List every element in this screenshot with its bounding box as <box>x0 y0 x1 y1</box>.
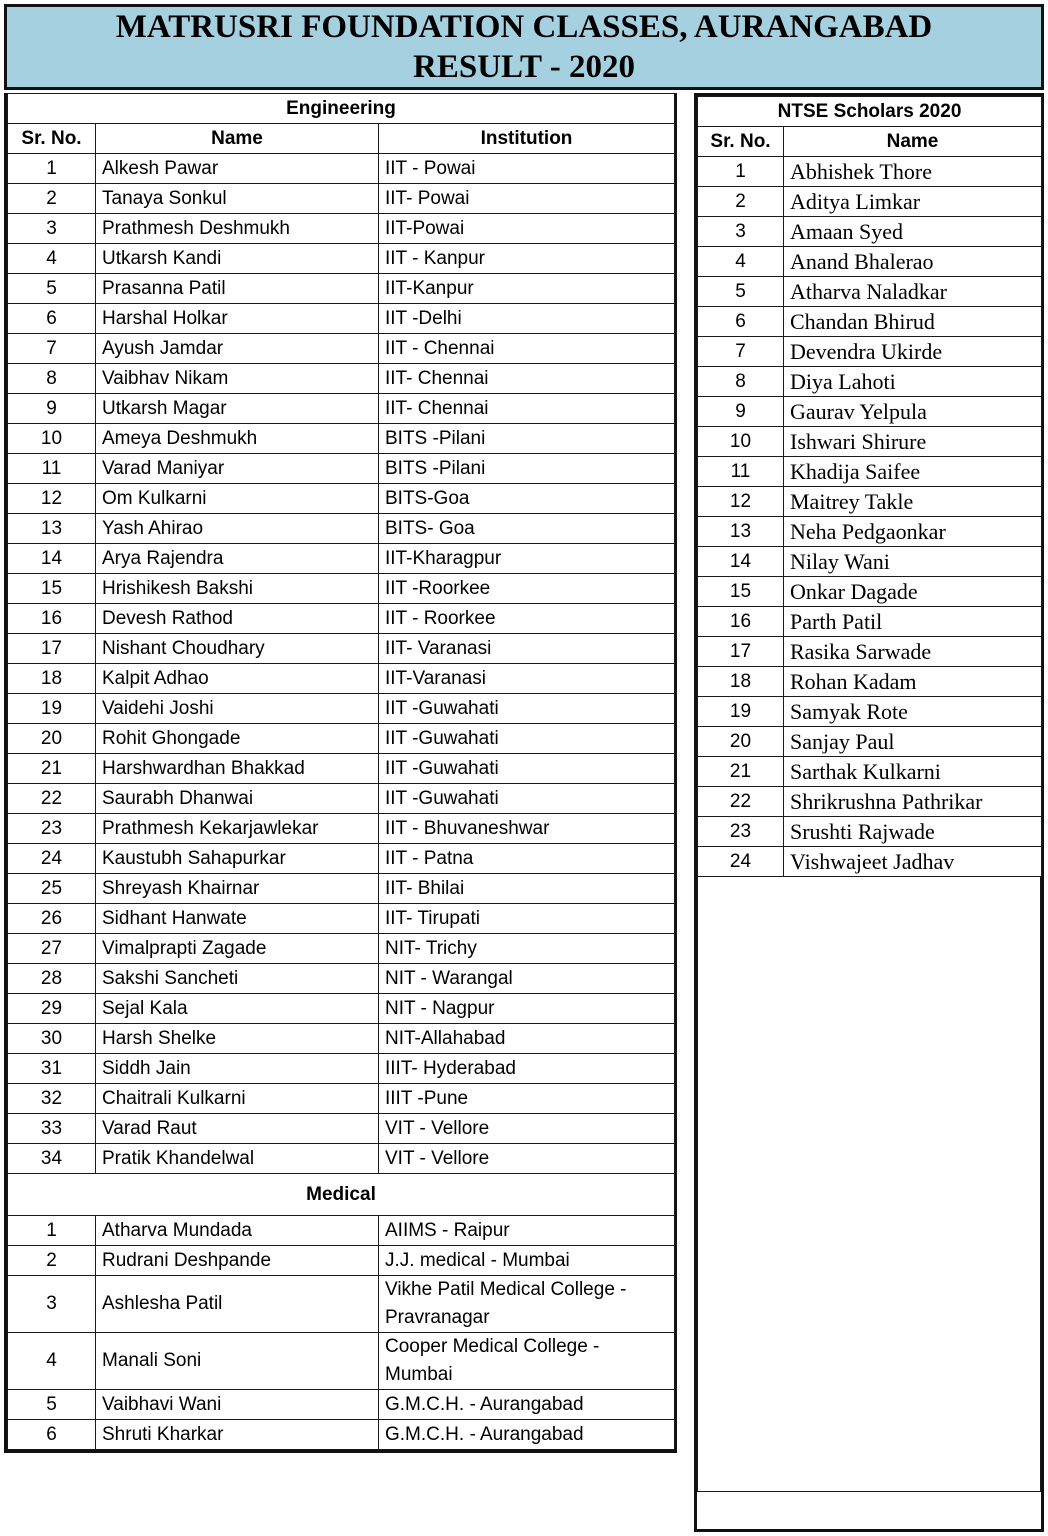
engineering-sr-no: 9 <box>8 394 96 424</box>
engineering-sr-no: 4 <box>8 244 96 274</box>
ntse-name: Nilay Wani <box>784 547 1042 577</box>
ntse-sr-no: 11 <box>698 457 784 487</box>
engineering-institution: IIT- Varanasi <box>379 634 675 664</box>
table-row <box>8 334 675 364</box>
medical-sr-no: 5 <box>8 1390 96 1420</box>
table-row <box>698 727 1042 757</box>
engineering-sr-no: 8 <box>8 364 96 394</box>
ntse-sr-no: 1 <box>698 157 784 187</box>
ntse-name: Khadija Saifee <box>784 457 1042 487</box>
page-title-line-2: RESULT - 2020 <box>413 49 635 85</box>
engineering-institution: NIT-Allahabad <box>379 1024 675 1054</box>
engineering-name: Ameya Deshmukh <box>96 424 379 454</box>
table-row <box>8 394 675 424</box>
table-row <box>8 214 675 244</box>
engineering-name: Kaustubh Sahapurkar <box>96 844 379 874</box>
table-row <box>698 787 1042 817</box>
table-row <box>698 217 1042 247</box>
table-row <box>8 664 675 694</box>
engineering-name: Kalpit Adhao <box>96 664 379 694</box>
ntse-section-header-row <box>698 97 1042 127</box>
engineering-column-header-0: Sr. No. <box>8 124 96 154</box>
ntse-section-label: NTSE Scholars 2020 <box>698 97 1042 127</box>
table-row <box>698 367 1042 397</box>
medical-institution: J.J. medical - Mumbai <box>379 1246 675 1276</box>
ntse-sr-no: 16 <box>698 607 784 637</box>
engineering-name: Chaitrali Kulkarni <box>96 1084 379 1114</box>
ntse-name: Devendra Ukirde <box>784 337 1042 367</box>
ntse-empty-area <box>697 877 1041 1492</box>
table-row <box>8 1390 675 1420</box>
engineering-institution: IIT- Bhilai <box>379 874 675 904</box>
table-row <box>8 994 675 1024</box>
engineering-name: Utkarsh Magar <box>96 394 379 424</box>
engineering-institution: BITS-Goa <box>379 484 675 514</box>
ntse-name: Anand Bhalerao <box>784 247 1042 277</box>
table-row <box>698 187 1042 217</box>
ntse-sr-no: 5 <box>698 277 784 307</box>
medical-name: Rudrani Deshpande <box>96 1246 379 1276</box>
engineering-sr-no: 5 <box>8 274 96 304</box>
engineering-institution: IIIT -Pune <box>379 1084 675 1114</box>
engineering-name: Alkesh Pawar <box>96 154 379 184</box>
engineering-name: Vimalprapti Zagade <box>96 934 379 964</box>
engineering-institution: NIT- Trichy <box>379 934 675 964</box>
table-row <box>8 784 675 814</box>
engineering-institution: BITS- Goa <box>379 514 675 544</box>
ntse-sr-no: 8 <box>698 367 784 397</box>
engineering-sr-no: 1 <box>8 154 96 184</box>
engineering-name: Harshal Holkar <box>96 304 379 334</box>
engineering-institution: IIT-Varanasi <box>379 664 675 694</box>
table-row <box>8 1144 675 1174</box>
table-row <box>698 697 1042 727</box>
medical-name: Ashlesha Patil <box>96 1276 379 1333</box>
engineering-institution: IIT -Guwahati <box>379 754 675 784</box>
engineering-sr-no: 27 <box>8 934 96 964</box>
medical-institution: G.M.C.H. - Aurangabad <box>379 1390 675 1420</box>
table-row <box>8 454 675 484</box>
engineering-name: Prathmesh Kekarjawlekar <box>96 814 379 844</box>
ntse-sr-no: 13 <box>698 517 784 547</box>
engineering-institution: IIT -Guwahati <box>379 694 675 724</box>
medical-section-header-row <box>8 1174 675 1216</box>
ntse-sr-no: 22 <box>698 787 784 817</box>
medical-sr-no: 4 <box>8 1333 96 1390</box>
table-row <box>8 934 675 964</box>
engineering-sr-no: 14 <box>8 544 96 574</box>
table-row <box>698 847 1042 877</box>
ntse-name: Vishwajeet Jadhav <box>784 847 1042 877</box>
medical-sr-no: 6 <box>8 1420 96 1450</box>
engineering-name: Vaidehi Joshi <box>96 694 379 724</box>
table-row <box>698 517 1042 547</box>
ntse-name: Srushti Rajwade <box>784 817 1042 847</box>
engineering-sr-no: 28 <box>8 964 96 994</box>
table-row <box>8 364 675 394</box>
engineering-sr-no: 26 <box>8 904 96 934</box>
engineering-name: Harshwardhan Bhakkad <box>96 754 379 784</box>
ntse-name: Sarthak Kulkarni <box>784 757 1042 787</box>
engineering-column-header-1: Name <box>96 124 379 154</box>
engineering-column-header-2: Institution <box>379 124 675 154</box>
table-row <box>8 1246 675 1276</box>
table-row <box>8 574 675 604</box>
engineering-institution: IIT-Kharagpur <box>379 544 675 574</box>
engineering-institution: IIT -Delhi <box>379 304 675 334</box>
engineering-institution: NIT - Warangal <box>379 964 675 994</box>
ntse-name: Aditya Limkar <box>784 187 1042 217</box>
medical-name: Manali Soni <box>96 1333 379 1390</box>
ntse-sr-no: 23 <box>698 817 784 847</box>
table-row <box>8 184 675 214</box>
ntse-column-header-1: Name <box>784 127 1042 157</box>
engineering-name: Prasanna Patil <box>96 274 379 304</box>
engineering-institution: IIT- Powai <box>379 184 675 214</box>
page-title-line-1: MATRUSRI FOUNDATION CLASSES, AURANGABAD <box>115 9 933 45</box>
ntse-sr-no: 15 <box>698 577 784 607</box>
medical-name: Vaibhavi Wani <box>96 1390 379 1420</box>
engineering-name: Sakshi Sancheti <box>96 964 379 994</box>
ntse-name: Amaan Syed <box>784 217 1042 247</box>
engineering-name: Om Kulkarni <box>96 484 379 514</box>
table-row <box>698 667 1042 697</box>
engineering-name: Varad Raut <box>96 1114 379 1144</box>
table-row <box>8 1084 675 1114</box>
engineering-institution: IIT - Bhuvaneshwar <box>379 814 675 844</box>
engineering-institution: VIT - Vellore <box>379 1144 675 1174</box>
engineering-sr-no: 19 <box>8 694 96 724</box>
table-row <box>8 154 675 184</box>
engineering-sr-no: 15 <box>8 574 96 604</box>
table-row <box>698 607 1042 637</box>
ntse-name: Maitrey Takle <box>784 487 1042 517</box>
ntse-name: Gaurav Yelpula <box>784 397 1042 427</box>
medical-name: Atharva Mundada <box>96 1216 379 1246</box>
ntse-column-header-row <box>698 127 1042 157</box>
engineering-institution: NIT - Nagpur <box>379 994 675 1024</box>
engineering-name: Ayush Jamdar <box>96 334 379 364</box>
engineering-name: Varad Maniyar <box>96 454 379 484</box>
engineering-sr-no: 33 <box>8 1114 96 1144</box>
medical-sr-no: 3 <box>8 1276 96 1333</box>
table-row <box>8 1114 675 1144</box>
engineering-sr-no: 22 <box>8 784 96 814</box>
table-row <box>8 1054 675 1084</box>
table-row <box>8 1276 675 1333</box>
engineering-sr-no: 31 <box>8 1054 96 1084</box>
ntse-sr-no: 12 <box>698 487 784 517</box>
medical-institution: Cooper Medical College - Mumbai <box>379 1333 675 1390</box>
ntse-name: Atharva Naladkar <box>784 277 1042 307</box>
ntse-sr-no: 18 <box>698 667 784 697</box>
table-row <box>698 487 1042 517</box>
table-row <box>698 637 1042 667</box>
engineering-sr-no: 34 <box>8 1144 96 1174</box>
engineering-institution: IIT - Patna <box>379 844 675 874</box>
ntse-sr-no: 10 <box>698 427 784 457</box>
ntse-name: Abhishek Thore <box>784 157 1042 187</box>
ntse-sr-no: 2 <box>698 187 784 217</box>
engineering-institution: IIT- Tirupati <box>379 904 675 934</box>
engineering-name: Sejal Kala <box>96 994 379 1024</box>
medical-sr-no: 2 <box>8 1246 96 1276</box>
ntse-sr-no: 17 <box>698 637 784 667</box>
engineering-sr-no: 16 <box>8 604 96 634</box>
medical-institution: G.M.C.H. - Aurangabad <box>379 1420 675 1450</box>
table-row <box>8 544 675 574</box>
engineering-sr-no: 25 <box>8 874 96 904</box>
table-row <box>698 547 1042 577</box>
engineering-sr-no: 30 <box>8 1024 96 1054</box>
ntse-name: Shrikrushna Pathrikar <box>784 787 1042 817</box>
table-row <box>8 1024 675 1054</box>
engineering-institution: IIT - Powai <box>379 154 675 184</box>
table-row <box>8 754 675 784</box>
ntse-name: Onkar Dagade <box>784 577 1042 607</box>
engineering-column-header-row <box>8 124 675 154</box>
table-row <box>8 1333 675 1390</box>
table-row <box>698 277 1042 307</box>
engineering-institution: IIIT- Hyderabad <box>379 1054 675 1084</box>
engineering-sr-no: 24 <box>8 844 96 874</box>
table-row <box>8 604 675 634</box>
engineering-sr-no: 29 <box>8 994 96 1024</box>
table-row <box>8 304 675 334</box>
table-row <box>698 337 1042 367</box>
engineering-institution: BITS -Pilani <box>379 424 675 454</box>
ntse-sr-no: 4 <box>698 247 784 277</box>
table-row <box>8 484 675 514</box>
engineering-sr-no: 10 <box>8 424 96 454</box>
table-row <box>8 1420 675 1450</box>
engineering-name: Yash Ahirao <box>96 514 379 544</box>
engineering-name: Sidhant Hanwate <box>96 904 379 934</box>
engineering-sr-no: 21 <box>8 754 96 784</box>
table-row <box>8 904 675 934</box>
ntse-name: Neha Pedgaonkar <box>784 517 1042 547</box>
ntse-name: Sanjay Paul <box>784 727 1042 757</box>
engineering-institution: IIT-Powai <box>379 214 675 244</box>
engineering-sr-no: 17 <box>8 634 96 664</box>
table-row <box>8 514 675 544</box>
medical-institution: Vikhe Patil Medical College - Pravranagar <box>379 1276 675 1333</box>
medical-section-label: Medical <box>8 1174 675 1216</box>
engineering-name: Rohit Ghongade <box>96 724 379 754</box>
engineering-institution: IIT -Guwahati <box>379 724 675 754</box>
table-row <box>8 844 675 874</box>
ntse-sr-no: 9 <box>698 397 784 427</box>
engineering-name: Arya Rajendra <box>96 544 379 574</box>
table-row <box>8 814 675 844</box>
engineering-sr-no: 3 <box>8 214 96 244</box>
table-row <box>8 694 675 724</box>
ntse-name: Samyak Rote <box>784 697 1042 727</box>
engineering-name: Harsh Shelke <box>96 1024 379 1054</box>
engineering-sr-no: 23 <box>8 814 96 844</box>
engineering-institution: IIT - Chennai <box>379 334 675 364</box>
table-row <box>698 757 1042 787</box>
engineering-institution: IIT -Roorkee <box>379 574 675 604</box>
table-row <box>8 964 675 994</box>
ntse-column-header-0: Sr. No. <box>698 127 784 157</box>
table-row <box>698 577 1042 607</box>
ntse-sr-no: 21 <box>698 757 784 787</box>
engineering-name: Nishant Choudhary <box>96 634 379 664</box>
engineering-sr-no: 18 <box>8 664 96 694</box>
engineering-name: Hrishikesh Bakshi <box>96 574 379 604</box>
table-row <box>698 157 1042 187</box>
engineering-sr-no: 11 <box>8 454 96 484</box>
ntse-name: Diya Lahoti <box>784 367 1042 397</box>
engineering-sr-no: 6 <box>8 304 96 334</box>
ntse-sr-no: 20 <box>698 727 784 757</box>
engineering-institution: IIT - Kanpur <box>379 244 675 274</box>
ntse-sr-no: 24 <box>698 847 784 877</box>
table-row <box>8 274 675 304</box>
table-row <box>698 247 1042 277</box>
table-row <box>8 724 675 754</box>
engineering-name: Prathmesh Deshmukh <box>96 214 379 244</box>
medical-name: Shruti Kharkar <box>96 1420 379 1450</box>
engineering-name: Vaibhav Nikam <box>96 364 379 394</box>
medical-sr-no: 1 <box>8 1216 96 1246</box>
ntse-sr-no: 19 <box>698 697 784 727</box>
engineering-sr-no: 13 <box>8 514 96 544</box>
ntse-sr-no: 6 <box>698 307 784 337</box>
table-row <box>698 397 1042 427</box>
table-row <box>698 427 1042 457</box>
ntse-name: Rohan Kadam <box>784 667 1042 697</box>
engineering-name: Siddh Jain <box>96 1054 379 1084</box>
ntse-sr-no: 3 <box>698 217 784 247</box>
engineering-name: Shreyash Khairnar <box>96 874 379 904</box>
engineering-name: Tanaya Sonkul <box>96 184 379 214</box>
engineering-institution: VIT - Vellore <box>379 1114 675 1144</box>
engineering-sr-no: 12 <box>8 484 96 514</box>
table-row <box>8 634 675 664</box>
ntse-sr-no: 14 <box>698 547 784 577</box>
ntse-sr-no: 7 <box>698 337 784 367</box>
page-title <box>4 4 1044 90</box>
engineering-name: Pratik Khandelwal <box>96 1144 379 1174</box>
engineering-sr-no: 2 <box>8 184 96 214</box>
engineering-institution: IIT -Guwahati <box>379 784 675 814</box>
ntse-name: Chandan Bhirud <box>784 307 1042 337</box>
medical-institution: AIIMS - Raipur <box>379 1216 675 1246</box>
engineering-name: Saurabh Dhanwai <box>96 784 379 814</box>
engineering-sr-no: 32 <box>8 1084 96 1114</box>
table-row <box>698 307 1042 337</box>
engineering-sr-no: 7 <box>8 334 96 364</box>
table-row <box>8 1216 675 1246</box>
engineering-institution: IIT- Chennai <box>379 394 675 424</box>
engineering-section-label: Engineering <box>8 94 675 124</box>
table-row <box>8 244 675 274</box>
engineering-section-header-row <box>8 94 675 124</box>
table-row <box>8 874 675 904</box>
ntse-name: Rasika Sarwade <box>784 637 1042 667</box>
table-row <box>8 424 675 454</box>
engineering-institution: BITS -Pilani <box>379 454 675 484</box>
ntse-name: Parth Patil <box>784 607 1042 637</box>
ntse-scholars-table <box>694 93 1044 1532</box>
engineering-institution: IIT - Roorkee <box>379 604 675 634</box>
table-row <box>698 817 1042 847</box>
engineering-institution: IIT- Chennai <box>379 364 675 394</box>
ntse-name: Ishwari Shirure <box>784 427 1042 457</box>
engineering-medical-table <box>4 93 677 1453</box>
engineering-institution: IIT-Kanpur <box>379 274 675 304</box>
table-row <box>698 457 1042 487</box>
engineering-sr-no: 20 <box>8 724 96 754</box>
engineering-name: Utkarsh Kandi <box>96 244 379 274</box>
engineering-name: Devesh Rathod <box>96 604 379 634</box>
